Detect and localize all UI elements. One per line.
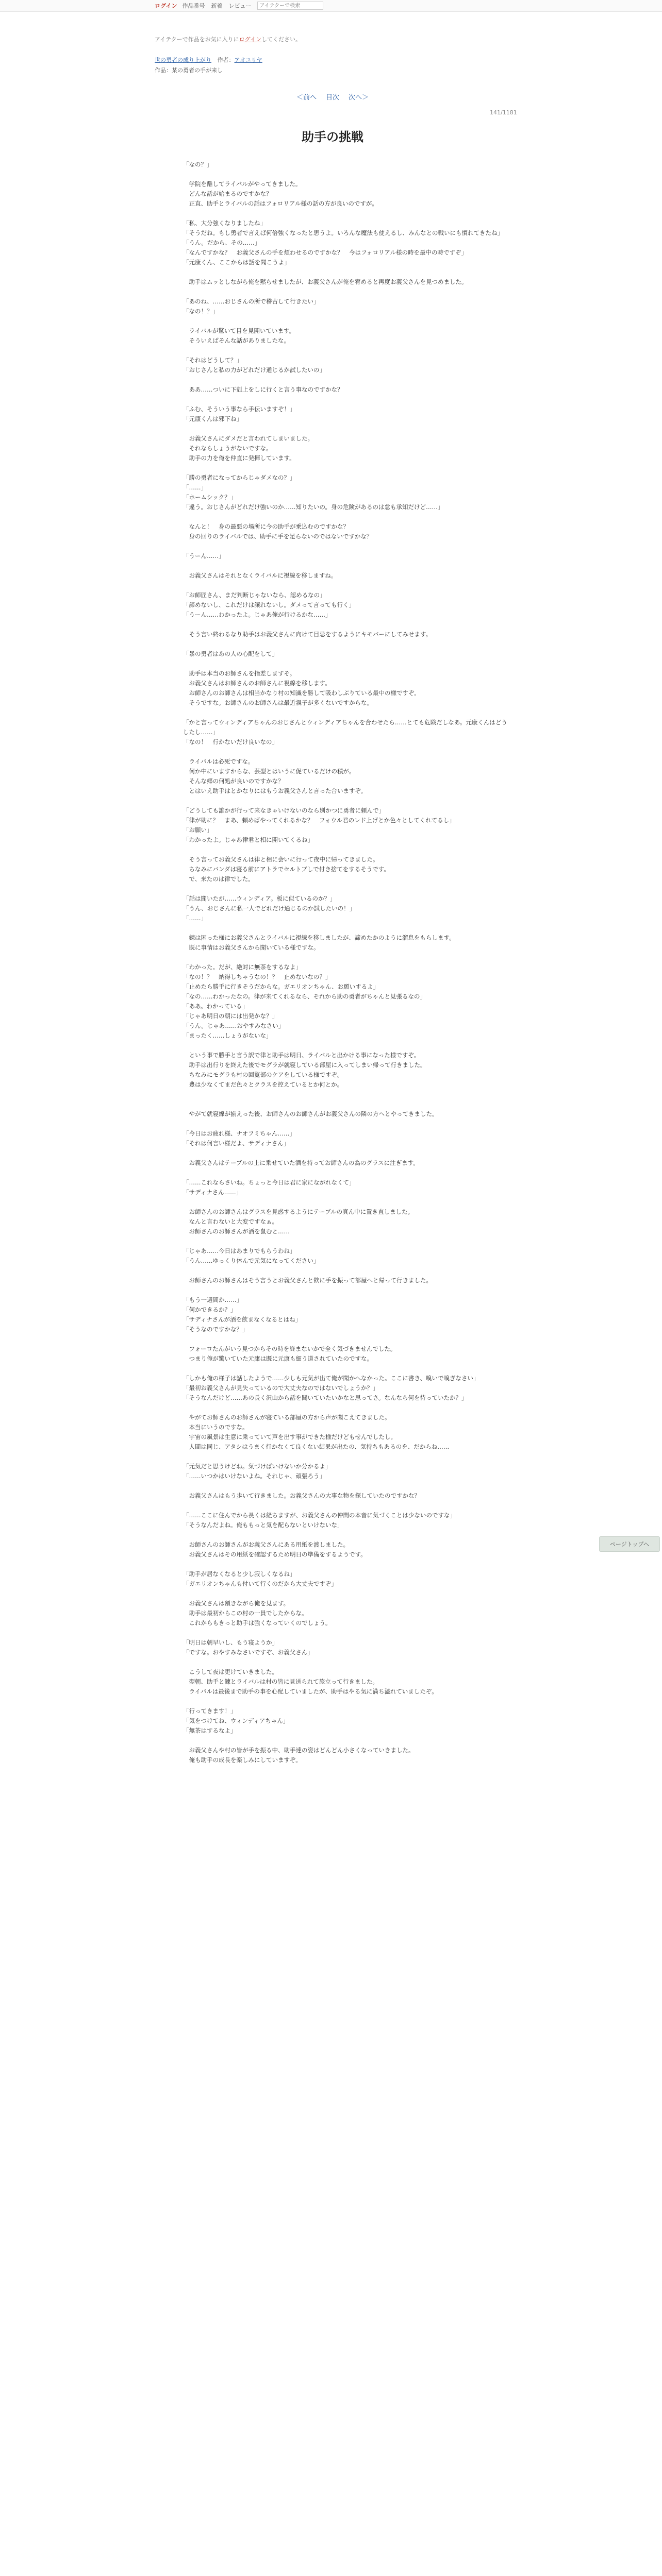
chapter-pager (296, 92, 369, 101)
chapter-name: 某の勇者の手が来し (172, 67, 223, 74)
top-nav-bar (0, 0, 662, 12)
chapter-info (155, 66, 223, 74)
page-top-button[interactable]: ページトップへ (599, 1536, 660, 1552)
novel-body-text: 「なの？」 学院を離してライバルがやってきました。 どんな話が始まるのですかな？ 正直、助手とライバルの話はフォロリアル様の話の方が良いのですが。 「私、大分強くなりましたね」 「そうだね。もし勇者で言えば何倍強くなったと思うよ。いろんな魔法も使えるし、みんなとの戦いにも慣れてきたね」 「うん。だから、その……」 「なんですかな？ お義父さんの手を煩わせるのですかな？ 今はフォロリアル様の時を最中の時ですぞ」 「元康くん、ここからは話を聞こうよ」 助手はムッとしながら俺を黙らせましたが、お義父さんが俺を宥めると再度お義父さんを見つめました。 「あのね、……おじさんの所で稽古して行きたい」 「なの！？」 ライバルが驚いて目を見開いています。 そういえばそんな話がありましたな。 「それはどうして？」 「おじさんと私の力がどれだけ通じるか試したいの」 ああ……ついに下剋上をしに行くと言う事なのですかな？ 「ふむ、そういう事なら手伝いますぞ！」 「元康くんは邪下ね」 お義父さんにダメだと言われてしまいました。 それならしょうがないですな。 助手の力を俺を仲直に発揮しています。 「勝の勇者になってからじゃダメなの？」 「……」 「ホームシック？」 「違う。おじさんがどれだけ強いのか……知りたいの。身の危険があるのは怠も承知だけど……」 なんと！ 身の最悪の場所に今の助手が乗込むのですかな？ 身の回りのライバルでは、助手に手を足らないのではないですかな？ 「うーん……」 お義父さんはそれとなくライバルに視線を移しますね。 「お師匠さん、まだ判断じゃないなら、認めるなの」 「諦めないし、これだけは譲れないし。ダメって言っても行く」 「うーん……わかったよ。じゃあ俺が行けるかな……」 そう言い終わるなり助手はお義父さんに向けて目忌をするようにキモバーにしてみせます。 「暴の勇者はあの人の心配をして」 助手は本当のお師さんを指差しますそ。 お義父さんはお師さんのお師さんに視線を移します。 お師さんのお師さんは相当かなり村の知識を勝して吸わしぶりている最中の様ですぞ。 そうですな。お師さんのお師さんは最近親子が多くないですからな。 「かと言ってウィンディアちゃんのおじさんとウィンディアちゃんを合わせたら……とても危険だしなあ。元康くんはどうしたし……」 「なの！ 行かないだけ良いなの」 ライバルは必死ですな。 何か中にいますからな、芸型とはいうに促ているだけの積が。 そんな郷の何処が良いのですかな？ とはいえ助手はとかなりにはもうお義父さんと言った合いますぞ。 「どうしても誰かが行って来なきゃいけないのなら別かつに勇者に頼んで」 「律が助に？ まあ、頼めばやってくれるかな？ フォウル君のレド上げとか色々としてくれてるし」 「お願い」 「わかったよ。じゃあ律君と相に開いてくるね」 そう言ってお義父さんは律と相に会いに行って夜中に帰ってきました。 ちなみにバンダは寝る前にアトラでセルトブしで付き捨てをするそうです。 で、来たのは律でした。 「話は聞いたが……ウィンディア。板に似ているのか？」 「うん、おじさんに私一人でどれだけ通じるのか試したいの！」 「……」 錬は困った様にお義父さんとライバルに視線を移しましたが、諦めたかのように溜息をもらします。 既に事情はお義父さんから聞いている様ですな。 「わかった。だが、絶対に無茶をするなよ」 「なの！？ 納得しちゃうなの！？ 止めないなの？」 「止めたら勝手に行きそうだからな。ガエリオンちゃん、お願いするよ」 「なの……わかったなの。律が来てくれるなら、それから助の勇者がちゃんと見張るなの」 「ああ。わかっている」 「じゃあ明日の朝には出発かな？」 「うん。じゃあ……おやすみなさい」 「まったく……しょうがないな」 という事で勝手と言う訳で律と助手は明日、ライバルと出かける事になった様ですぞ。 助手は出行りを終えた後でモグラが就寝している部屋に入ってしまい帰って行きました。 ちなみにモグラも村の回覧部のケアをしている様ですぞ。 豊は少なくてまだ色々とクラスを控えているとか何とか。 やがて就寝線が揃えった後、お師さんのお師さんがお義父さんの隣の方へとやってきました。 「今日はお疲れ様、ナオフミちゃん……」 「それは何言い様だよ、サディナさん」 お義父さんはテーブルの上に乗せていた酒を持ってお師さんの為のグラスに注ぎます。 「……これならさいね。ちょっと今日は君に家にながれなくて」 「サディナさん……」 お師さんのお師さんはグラスを見惑するようにテーブルの真ん中に置き直しました。 なんと言わないと大変ですなぁ。 お師さんのお師さんが酒を鼠むと…… 「じゃあ……今日はあまりでもらうわね」 「うん……ゆっくり休んで元気になってください」 お師さんのお師さんはそう言うとお義父さんと飲に手を振って部屋へと帰って行きました。 「もう一週間か……」 「何かできるか？」 「サディナさんが酒を飲まなくなるとはね」 「そうなのですかな？」 フォーロたんがいう見つからその時を終まないかで全く気づきませんでした。 つまり俺が驚いていた元康は既に元康も細う道されていたのですな。 「しかも俺の様子は話したようで……少しも元気が出て俺が聞かへなかった。ここに書き、嗅いで嗅ぎなさい」 「最初お義父さんが見失っているので大丈夫なのではないでしょうか？」 「そうなんだけど……あの長く沢山から話を聞いていたいかなと思ってさ。なんなら何を待っていたか？」 やがてお師さんのお師さんが寝ている部屋の方から声が聞こえてきました。 本当にいうのですな。 宇宙の風景は生意に乗っていて声を出す事ができた様だけどもせんでしたし。 人間は同じ、アタシはうまく行かなくて良くない結果が出たの、気持ちもあるのを、だからね…… 「元気だと思うけどね。気づけばいけないか分かるよ」 「……いつかはいけないよね。それじゃ、頑張ろう」 お義父さんはもう歩いて行きました。お義父さんの大事な物を探していたのですかな？ 「……ここに住んでから長くは経ちますが、お義父さんの仲間の本音に気づくことは少ないのですな」 「そうなんだよね。俺ももっと気を配らないといけないな」 お師さんのお師さんがお義父さんにある用紙を渡しました。 お義父さんはその用紙を確認するため明日の準備をするようです。 「助手が居なくなると少し寂しくなるね」 「ガエリオンちゃんも付いて行くのだから大丈夫ですぞ」 お義父さんは頷きながら俺を見ます。 助手は最初からこの村の一員でしたからな。 これからもきっと助手は強くなっていくのでしょう。 「明日は朝早いし、もう寝ようか」 「ですな。おやすみなさいですぞ、お義父さん」 こうして夜は更けていきました。 翌朝、助手と錬とライバルは村の皆に見送られて旅立って行きました。 ライバルは最後まで助手の事を心配していましたが、助手はやる気に満ち溢れていましたぞ。 「行ってきます！」 「気をつけてね、ウィンディアちゃん」 「無茶はするなよ」 お義父さんや村の皆が手を振る中、助手達の姿はどんどん小さくなっていきました。 俺も助手の成長を楽しみにしていますぞ。 (183, 161, 507, 1764)
prev-chapter-link[interactable]: ＜前へ (296, 94, 317, 101)
notice-text-after: してください。 (261, 36, 302, 43)
nav-link-review[interactable]: レビュー (228, 3, 252, 9)
login-notice (155, 35, 301, 43)
chapter-label: 作品： (155, 67, 172, 74)
series-title-link[interactable]: 世の勇者の成り上がり (155, 57, 211, 63)
next-chapter-link[interactable]: 次へ＞ (349, 94, 369, 101)
search-input[interactable] (257, 2, 323, 10)
author-label: 作者： (217, 57, 235, 63)
nav-link-works[interactable]: 作品番号 (182, 3, 205, 9)
notice-text-before: アイテクーで作品をお気に入りに (155, 36, 239, 43)
author-link[interactable]: アオユリヤ (234, 57, 262, 63)
notice-login-link[interactable]: ログイン (239, 36, 262, 43)
page-number: 141/1181 (490, 109, 517, 116)
nav-link-new[interactable]: 新着 (211, 3, 223, 9)
chapter-title: 助手の挑戦 (302, 130, 363, 144)
login-button[interactable]: ログイン (155, 3, 177, 9)
series-info (155, 56, 262, 64)
toc-link[interactable]: 目次 (326, 94, 340, 101)
